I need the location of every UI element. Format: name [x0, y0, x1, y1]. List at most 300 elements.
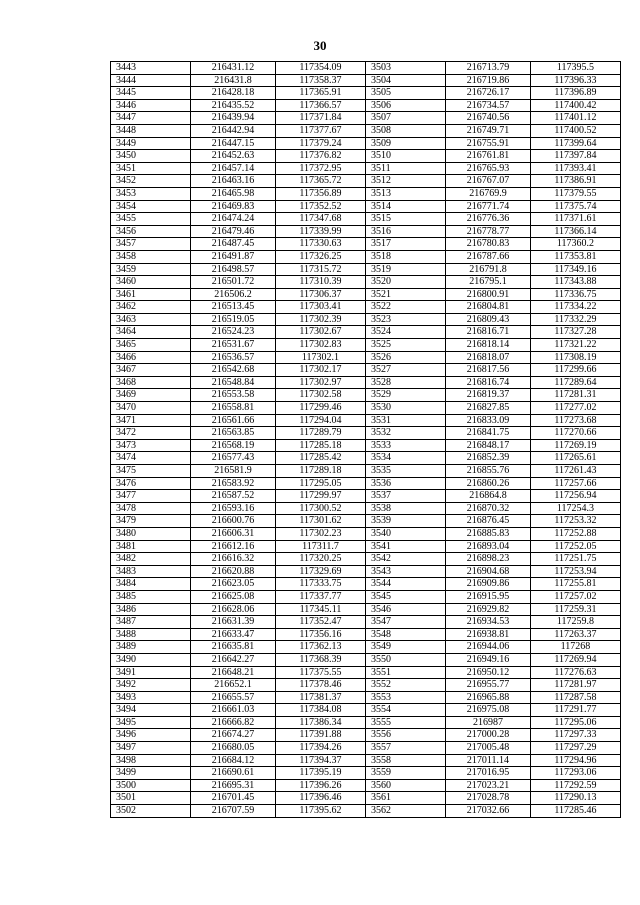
cell-point-number: 3494: [111, 704, 191, 717]
cell-point-number: 3443: [111, 62, 191, 75]
cell-x-coordinate: 217011.14: [446, 754, 531, 767]
cell-x-coordinate: 216848.17: [446, 439, 531, 452]
cell-y-coordinate: 117302.1: [276, 351, 366, 364]
table-row: [111, 502, 621, 515]
cell-y-coordinate: 117253.32: [531, 515, 621, 528]
cell-y-coordinate: 117377.67: [276, 124, 366, 137]
cell-point-number: 3556: [366, 729, 446, 742]
table-row: [111, 427, 621, 440]
cell-point-number: 3541: [366, 540, 446, 553]
cell-y-coordinate: 117396.46: [276, 792, 366, 805]
cell-point-number: 3446: [111, 99, 191, 112]
cell-x-coordinate: 216771.74: [446, 200, 531, 213]
cell-y-coordinate: 117372.95: [276, 162, 366, 175]
cell-y-coordinate: 117269.94: [531, 653, 621, 666]
cell-y-coordinate: 117399.64: [531, 137, 621, 150]
cell-point-number: 3527: [366, 364, 446, 377]
cell-y-coordinate: 117339.99: [276, 225, 366, 238]
cell-x-coordinate: 216616.32: [191, 553, 276, 566]
cell-y-coordinate: 117287.58: [531, 691, 621, 704]
cell-point-number: 3504: [366, 74, 446, 87]
cell-x-coordinate: 216975.08: [446, 704, 531, 717]
cell-point-number: 3513: [366, 187, 446, 200]
cell-x-coordinate: 216577.43: [191, 452, 276, 465]
cell-point-number: 3512: [366, 175, 446, 188]
cell-y-coordinate: 117394.26: [276, 742, 366, 755]
cell-x-coordinate: 216593.16: [191, 502, 276, 515]
table-row: [111, 376, 621, 389]
cell-x-coordinate: 216519.05: [191, 313, 276, 326]
table-row: [111, 679, 621, 692]
table-row: [111, 250, 621, 263]
cell-x-coordinate: 216833.09: [446, 414, 531, 427]
cell-x-coordinate: 216876.45: [446, 515, 531, 528]
cell-y-coordinate: 117375.74: [531, 200, 621, 213]
cell-y-coordinate: 117297.29: [531, 742, 621, 755]
cell-point-number: 3515: [366, 213, 446, 226]
cell-x-coordinate: 216431.12: [191, 62, 276, 75]
cell-y-coordinate: 117293.06: [531, 767, 621, 780]
table-row: [111, 112, 621, 125]
cell-y-coordinate: 117290.13: [531, 792, 621, 805]
cell-y-coordinate: 117254.3: [531, 502, 621, 515]
cell-y-coordinate: 117253.94: [531, 565, 621, 578]
table-row: [111, 477, 621, 490]
table-row: [111, 616, 621, 629]
cell-x-coordinate: 216827.85: [446, 402, 531, 415]
cell-x-coordinate: 216765.93: [446, 162, 531, 175]
cell-point-number: 3490: [111, 653, 191, 666]
cell-point-number: 3548: [366, 628, 446, 641]
cell-x-coordinate: 216439.94: [191, 112, 276, 125]
cell-y-coordinate: 117299.46: [276, 402, 366, 415]
cell-x-coordinate: 216447.15: [191, 137, 276, 150]
cell-y-coordinate: 117302.83: [276, 339, 366, 352]
cell-y-coordinate: 117277.02: [531, 402, 621, 415]
cell-x-coordinate: 216909.86: [446, 578, 531, 591]
cell-x-coordinate: 216767.07: [446, 175, 531, 188]
cell-x-coordinate: 216652.1: [191, 679, 276, 692]
cell-point-number: 3533: [366, 439, 446, 452]
cell-y-coordinate: 117311.7: [276, 540, 366, 553]
cell-y-coordinate: 117294.96: [531, 754, 621, 767]
cell-point-number: 3500: [111, 779, 191, 792]
cell-x-coordinate: 216583.92: [191, 477, 276, 490]
cell-y-coordinate: 117365.72: [276, 175, 366, 188]
cell-point-number: 3531: [366, 414, 446, 427]
cell-y-coordinate: 117294.04: [276, 414, 366, 427]
table-row: [111, 276, 621, 289]
cell-x-coordinate: 216950.12: [446, 666, 531, 679]
cell-x-coordinate: 216713.79: [446, 62, 531, 75]
cell-point-number: 3524: [366, 326, 446, 339]
cell-y-coordinate: 117320.25: [276, 553, 366, 566]
cell-point-number: 3554: [366, 704, 446, 717]
table-row: [111, 691, 621, 704]
cell-x-coordinate: 216684.12: [191, 754, 276, 767]
cell-x-coordinate: 216778.77: [446, 225, 531, 238]
cell-x-coordinate: 216949.16: [446, 653, 531, 666]
cell-x-coordinate: 216628.06: [191, 603, 276, 616]
cell-y-coordinate: 117273.68: [531, 414, 621, 427]
cell-point-number: 3551: [366, 666, 446, 679]
cell-point-number: 3473: [111, 439, 191, 452]
cell-point-number: 3469: [111, 389, 191, 402]
cell-y-coordinate: 117306.37: [276, 288, 366, 301]
cell-x-coordinate: 216809.43: [446, 313, 531, 326]
cell-x-coordinate: 216558.81: [191, 402, 276, 415]
cell-point-number: 3510: [366, 150, 446, 163]
cell-y-coordinate: 117356.16: [276, 628, 366, 641]
cell-x-coordinate: 216463.16: [191, 175, 276, 188]
cell-x-coordinate: 216719.86: [446, 74, 531, 87]
table-row: [111, 62, 621, 75]
cell-point-number: 3489: [111, 641, 191, 654]
cell-y-coordinate: 117285.18: [276, 439, 366, 452]
table-row: [111, 754, 621, 767]
cell-point-number: 3444: [111, 74, 191, 87]
table-row: [111, 263, 621, 276]
cell-point-number: 3456: [111, 225, 191, 238]
table-row: [111, 326, 621, 339]
cell-point-number: 3535: [366, 465, 446, 478]
cell-x-coordinate: 216787.66: [446, 250, 531, 263]
cell-x-coordinate: 216553.58: [191, 389, 276, 402]
cell-x-coordinate: 216431.8: [191, 74, 276, 87]
cell-y-coordinate: 117360.2: [531, 238, 621, 251]
cell-point-number: 3555: [366, 716, 446, 729]
table-row: [111, 452, 621, 465]
cell-y-coordinate: 117269.19: [531, 439, 621, 452]
table-row: [111, 200, 621, 213]
cell-point-number: 3540: [366, 527, 446, 540]
cell-point-number: 3451: [111, 162, 191, 175]
cell-y-coordinate: 117400.42: [531, 99, 621, 112]
cell-point-number: 3552: [366, 679, 446, 692]
cell-y-coordinate: 117261.43: [531, 465, 621, 478]
cell-point-number: 3518: [366, 250, 446, 263]
table-row: [111, 313, 621, 326]
cell-x-coordinate: 216457.14: [191, 162, 276, 175]
cell-y-coordinate: 117330.63: [276, 238, 366, 251]
cell-x-coordinate: 216612.16: [191, 540, 276, 553]
cell-point-number: 3516: [366, 225, 446, 238]
cell-x-coordinate: 216680.05: [191, 742, 276, 755]
table-row: [111, 150, 621, 163]
cell-y-coordinate: 117276.63: [531, 666, 621, 679]
cell-point-number: 3517: [366, 238, 446, 251]
cell-y-coordinate: 117302.39: [276, 313, 366, 326]
cell-point-number: 3468: [111, 376, 191, 389]
cell-x-coordinate: 216568.19: [191, 439, 276, 452]
cell-y-coordinate: 117263.37: [531, 628, 621, 641]
cell-point-number: 3462: [111, 301, 191, 314]
cell-y-coordinate: 117400.52: [531, 124, 621, 137]
cell-x-coordinate: 216818.07: [446, 351, 531, 364]
cell-x-coordinate: 216524.23: [191, 326, 276, 339]
cell-x-coordinate: 216635.81: [191, 641, 276, 654]
cell-x-coordinate: 216929.82: [446, 603, 531, 616]
cell-x-coordinate: 216701.45: [191, 792, 276, 805]
cell-x-coordinate: 216487.45: [191, 238, 276, 251]
cell-x-coordinate: 216944.06: [446, 641, 531, 654]
cell-point-number: 3495: [111, 716, 191, 729]
cell-y-coordinate: 117268: [531, 641, 621, 654]
coordinate-table-body: [111, 62, 621, 818]
cell-point-number: 3445: [111, 87, 191, 100]
cell-y-coordinate: 117395.19: [276, 767, 366, 780]
cell-x-coordinate: 216625.08: [191, 590, 276, 603]
cell-y-coordinate: 117378.46: [276, 679, 366, 692]
cell-point-number: 3560: [366, 779, 446, 792]
page-number: 30: [313, 38, 327, 53]
cell-point-number: 3550: [366, 653, 446, 666]
cell-y-coordinate: 117352.47: [276, 616, 366, 629]
cell-y-coordinate: 117362.13: [276, 641, 366, 654]
cell-x-coordinate: 216818.14: [446, 339, 531, 352]
cell-y-coordinate: 117366.57: [276, 99, 366, 112]
cell-point-number: 3520: [366, 276, 446, 289]
cell-point-number: 3482: [111, 553, 191, 566]
cell-point-number: 3521: [366, 288, 446, 301]
cell-point-number: 3467: [111, 364, 191, 377]
cell-x-coordinate: 216674.27: [191, 729, 276, 742]
cell-point-number: 3534: [366, 452, 446, 465]
cell-x-coordinate: 216955.77: [446, 679, 531, 692]
cell-y-coordinate: 117366.14: [531, 225, 621, 238]
cell-y-coordinate: 117375.55: [276, 666, 366, 679]
cell-y-coordinate: 117281.31: [531, 389, 621, 402]
cell-y-coordinate: 117394.37: [276, 754, 366, 767]
cell-point-number: 3491: [111, 666, 191, 679]
cell-y-coordinate: 117336.75: [531, 288, 621, 301]
cell-y-coordinate: 117365.91: [276, 87, 366, 100]
cell-point-number: 3457: [111, 238, 191, 251]
cell-point-number: 3471: [111, 414, 191, 427]
table-row: [111, 439, 621, 452]
cell-x-coordinate: 216915.95: [446, 590, 531, 603]
table-row: [111, 187, 621, 200]
cell-x-coordinate: 216749.71: [446, 124, 531, 137]
cell-y-coordinate: 117396.33: [531, 74, 621, 87]
cell-point-number: 3561: [366, 792, 446, 805]
cell-x-coordinate: 216648.21: [191, 666, 276, 679]
table-row: [111, 74, 621, 87]
cell-x-coordinate: 216819.37: [446, 389, 531, 402]
cell-y-coordinate: 117334.22: [531, 301, 621, 314]
cell-point-number: 3553: [366, 691, 446, 704]
cell-y-coordinate: 117297.33: [531, 729, 621, 742]
cell-x-coordinate: 217016.95: [446, 767, 531, 780]
cell-y-coordinate: 117259.8: [531, 616, 621, 629]
cell-point-number: 3511: [366, 162, 446, 175]
cell-x-coordinate: 216581.9: [191, 465, 276, 478]
cell-x-coordinate: 216531.67: [191, 339, 276, 352]
cell-point-number: 3526: [366, 351, 446, 364]
cell-x-coordinate: 216855.76: [446, 465, 531, 478]
table-row: [111, 515, 621, 528]
cell-x-coordinate: 216841.75: [446, 427, 531, 440]
cell-x-coordinate: 216769.9: [446, 187, 531, 200]
table-row: [111, 666, 621, 679]
cell-y-coordinate: 117257.66: [531, 477, 621, 490]
cell-y-coordinate: 117295.05: [276, 477, 366, 490]
cell-point-number: 3505: [366, 87, 446, 100]
cell-point-number: 3501: [111, 792, 191, 805]
cell-point-number: 3479: [111, 515, 191, 528]
cell-x-coordinate: 216885.83: [446, 527, 531, 540]
table-row: [111, 465, 621, 478]
table-row: [111, 590, 621, 603]
cell-x-coordinate: 216707.59: [191, 805, 276, 818]
cell-point-number: 3543: [366, 565, 446, 578]
cell-y-coordinate: 117252.05: [531, 540, 621, 553]
cell-point-number: 3455: [111, 213, 191, 226]
cell-x-coordinate: 217032.66: [446, 805, 531, 818]
cell-x-coordinate: 216561.66: [191, 414, 276, 427]
table-row: [111, 364, 621, 377]
cell-y-coordinate: 117329.69: [276, 565, 366, 578]
cell-point-number: 3498: [111, 754, 191, 767]
cell-point-number: 3549: [366, 641, 446, 654]
cell-x-coordinate: 216428.18: [191, 87, 276, 100]
cell-y-coordinate: 117326.25: [276, 250, 366, 263]
cell-point-number: 3497: [111, 742, 191, 755]
table-row: [111, 527, 621, 540]
cell-y-coordinate: 117302.97: [276, 376, 366, 389]
cell-x-coordinate: 216474.24: [191, 213, 276, 226]
cell-y-coordinate: 117349.16: [531, 263, 621, 276]
cell-x-coordinate: 216898.23: [446, 553, 531, 566]
cell-point-number: 3487: [111, 616, 191, 629]
cell-y-coordinate: 117381.37: [276, 691, 366, 704]
cell-y-coordinate: 117371.84: [276, 112, 366, 125]
table-row: [111, 641, 621, 654]
cell-y-coordinate: 117327.28: [531, 326, 621, 339]
cell-y-coordinate: 117393.41: [531, 162, 621, 175]
table-row: [111, 742, 621, 755]
cell-x-coordinate: 216965.88: [446, 691, 531, 704]
cell-y-coordinate: 117354.09: [276, 62, 366, 75]
cell-y-coordinate: 117270.66: [531, 427, 621, 440]
cell-x-coordinate: 216987: [446, 716, 531, 729]
cell-x-coordinate: 216804.81: [446, 301, 531, 314]
table-row: [111, 779, 621, 792]
cell-y-coordinate: 117259.31: [531, 603, 621, 616]
table-row: [111, 339, 621, 352]
cell-point-number: 3558: [366, 754, 446, 767]
cell-y-coordinate: 117384.08: [276, 704, 366, 717]
cell-point-number: 3463: [111, 313, 191, 326]
cell-y-coordinate: 117371.61: [531, 213, 621, 226]
cell-x-coordinate: 216513.45: [191, 301, 276, 314]
cell-y-coordinate: 117396.26: [276, 779, 366, 792]
cell-x-coordinate: 217005.48: [446, 742, 531, 755]
cell-x-coordinate: 217000.28: [446, 729, 531, 742]
cell-y-coordinate: 117368.39: [276, 653, 366, 666]
table-row: [111, 213, 621, 226]
cell-point-number: 3488: [111, 628, 191, 641]
cell-y-coordinate: 117302.58: [276, 389, 366, 402]
cell-point-number: 3461: [111, 288, 191, 301]
cell-x-coordinate: 216893.04: [446, 540, 531, 553]
cell-y-coordinate: 117257.02: [531, 590, 621, 603]
table-row: [111, 716, 621, 729]
table-row: [111, 490, 621, 503]
cell-point-number: 3557: [366, 742, 446, 755]
cell-point-number: 3537: [366, 490, 446, 503]
cell-point-number: 3480: [111, 527, 191, 540]
cell-point-number: 3492: [111, 679, 191, 692]
cell-y-coordinate: 117315.72: [276, 263, 366, 276]
cell-y-coordinate: 117251.75: [531, 553, 621, 566]
cell-x-coordinate: 216734.57: [446, 99, 531, 112]
table-row: [111, 628, 621, 641]
cell-x-coordinate: 216776.36: [446, 213, 531, 226]
cell-x-coordinate: 216548.84: [191, 376, 276, 389]
cell-y-coordinate: 117395.5: [531, 62, 621, 75]
table-row: [111, 175, 621, 188]
cell-x-coordinate: 216620.88: [191, 565, 276, 578]
cell-point-number: 3486: [111, 603, 191, 616]
cell-y-coordinate: 117332.29: [531, 313, 621, 326]
cell-x-coordinate: 216479.46: [191, 225, 276, 238]
cell-point-number: 3452: [111, 175, 191, 188]
cell-point-number: 3509: [366, 137, 446, 150]
cell-x-coordinate: 216666.82: [191, 716, 276, 729]
table-row: [111, 351, 621, 364]
cell-point-number: 3536: [366, 477, 446, 490]
cell-x-coordinate: 216655.57: [191, 691, 276, 704]
cell-y-coordinate: 117376.82: [276, 150, 366, 163]
cell-y-coordinate: 117395.62: [276, 805, 366, 818]
cell-x-coordinate: 216938.81: [446, 628, 531, 641]
cell-y-coordinate: 117310.39: [276, 276, 366, 289]
cell-point-number: 3506: [366, 99, 446, 112]
table-row: [111, 553, 621, 566]
cell-y-coordinate: 117347.68: [276, 213, 366, 226]
table-row: [111, 288, 621, 301]
cell-x-coordinate: 216852.39: [446, 452, 531, 465]
table-row: [111, 238, 621, 251]
cell-y-coordinate: 117256.94: [531, 490, 621, 503]
cell-y-coordinate: 117308.19: [531, 351, 621, 364]
cell-y-coordinate: 117396.89: [531, 87, 621, 100]
cell-point-number: 3474: [111, 452, 191, 465]
cell-y-coordinate: 117265.61: [531, 452, 621, 465]
cell-y-coordinate: 117397.84: [531, 150, 621, 163]
cell-x-coordinate: 216726.17: [446, 87, 531, 100]
table-row: [111, 565, 621, 578]
cell-point-number: 3503: [366, 62, 446, 75]
cell-y-coordinate: 117299.66: [531, 364, 621, 377]
cell-x-coordinate: 216870.32: [446, 502, 531, 515]
cell-point-number: 3547: [366, 616, 446, 629]
cell-x-coordinate: 216452.63: [191, 150, 276, 163]
cell-y-coordinate: 117352.52: [276, 200, 366, 213]
cell-point-number: 3476: [111, 477, 191, 490]
cell-x-coordinate: 216465.98: [191, 187, 276, 200]
cell-point-number: 3460: [111, 276, 191, 289]
cell-point-number: 3542: [366, 553, 446, 566]
table-row: [111, 225, 621, 238]
table-row: [111, 137, 621, 150]
table-row: [111, 389, 621, 402]
cell-point-number: 3499: [111, 767, 191, 780]
cell-point-number: 3459: [111, 263, 191, 276]
cell-x-coordinate: 216642.27: [191, 653, 276, 666]
cell-x-coordinate: 216542.68: [191, 364, 276, 377]
